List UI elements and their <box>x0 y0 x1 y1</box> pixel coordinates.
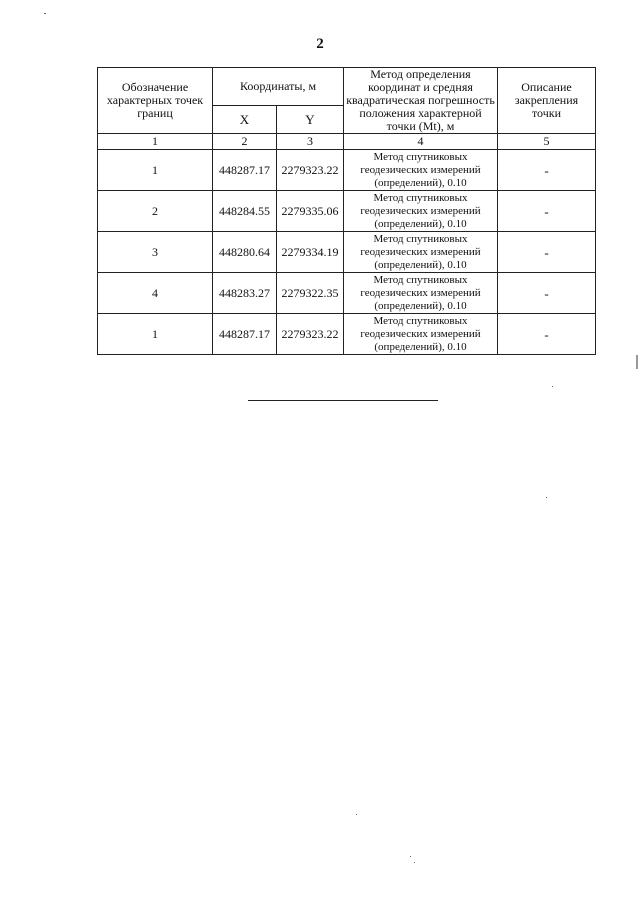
scan-speck <box>44 13 46 14</box>
x-cell: 448283.27 <box>213 273 277 314</box>
method-cell: Метод спутниковых геодезических измерений (определений), 0.10 <box>344 232 498 273</box>
header-y: Y <box>277 105 344 133</box>
description-cell: - <box>498 150 596 191</box>
table-row <box>98 150 596 191</box>
column-number: 1 <box>98 134 213 150</box>
table-row <box>98 191 596 232</box>
column-number: 3 <box>277 134 344 150</box>
x-cell: 448287.17 <box>213 314 277 355</box>
description-cell: - <box>498 273 596 314</box>
header-x: X <box>213 105 277 133</box>
y-cell: 2279322.35 <box>277 273 344 314</box>
scan-speck <box>410 856 411 857</box>
scan-speck <box>552 386 553 387</box>
point-cell: 4 <box>98 273 213 314</box>
point-cell: 2 <box>98 191 213 232</box>
column-number: 5 <box>498 134 596 150</box>
scan-speck <box>546 497 547 498</box>
description-cell: - <box>498 314 596 355</box>
header-method: Метод определения координат и средняя квадратическая погрешность положения характерной точки (Mt), м <box>344 68 498 134</box>
x-cell: 448284.55 <box>213 191 277 232</box>
method-cell: Метод спутниковых геодезических измерений (определений), 0.10 <box>344 150 498 191</box>
description-cell: - <box>498 232 596 273</box>
header-designation: Обозначение характерных точек границ <box>98 68 213 134</box>
point-cell: 1 <box>98 314 213 355</box>
x-cell: 448287.17 <box>213 150 277 191</box>
header-coordinates: Координаты, м <box>213 68 344 106</box>
method-cell: Метод спутниковых геодезических измерений (определений), 0.10 <box>344 314 498 355</box>
scan-speck <box>356 814 357 815</box>
description-cell: - <box>498 191 596 232</box>
table-row <box>98 232 596 273</box>
y-cell: 2279323.22 <box>277 314 344 355</box>
method-cell: Метод спутниковых геодезических измерений (определений), 0.10 <box>344 273 498 314</box>
y-cell: 2279335.06 <box>277 191 344 232</box>
point-cell: 1 <box>98 150 213 191</box>
separator-line <box>248 400 438 401</box>
point-cell: 3 <box>98 232 213 273</box>
column-number: 2 <box>213 134 277 150</box>
column-numbers-row <box>98 134 596 150</box>
coordinates-table <box>97 67 596 355</box>
column-number: 4 <box>344 134 498 150</box>
y-cell: 2279323.22 <box>277 150 344 191</box>
table-row <box>98 273 596 314</box>
x-cell: 448280.64 <box>213 232 277 273</box>
header-description: Описание закрепления точки <box>498 68 596 134</box>
table-row <box>98 314 596 355</box>
page-number: 2 <box>316 36 324 52</box>
scan-speck <box>636 355 638 369</box>
y-cell: 2279334.19 <box>277 232 344 273</box>
method-cell: Метод спутниковых геодезических измерений (определений), 0.10 <box>344 191 498 232</box>
scan-speck <box>414 862 415 863</box>
